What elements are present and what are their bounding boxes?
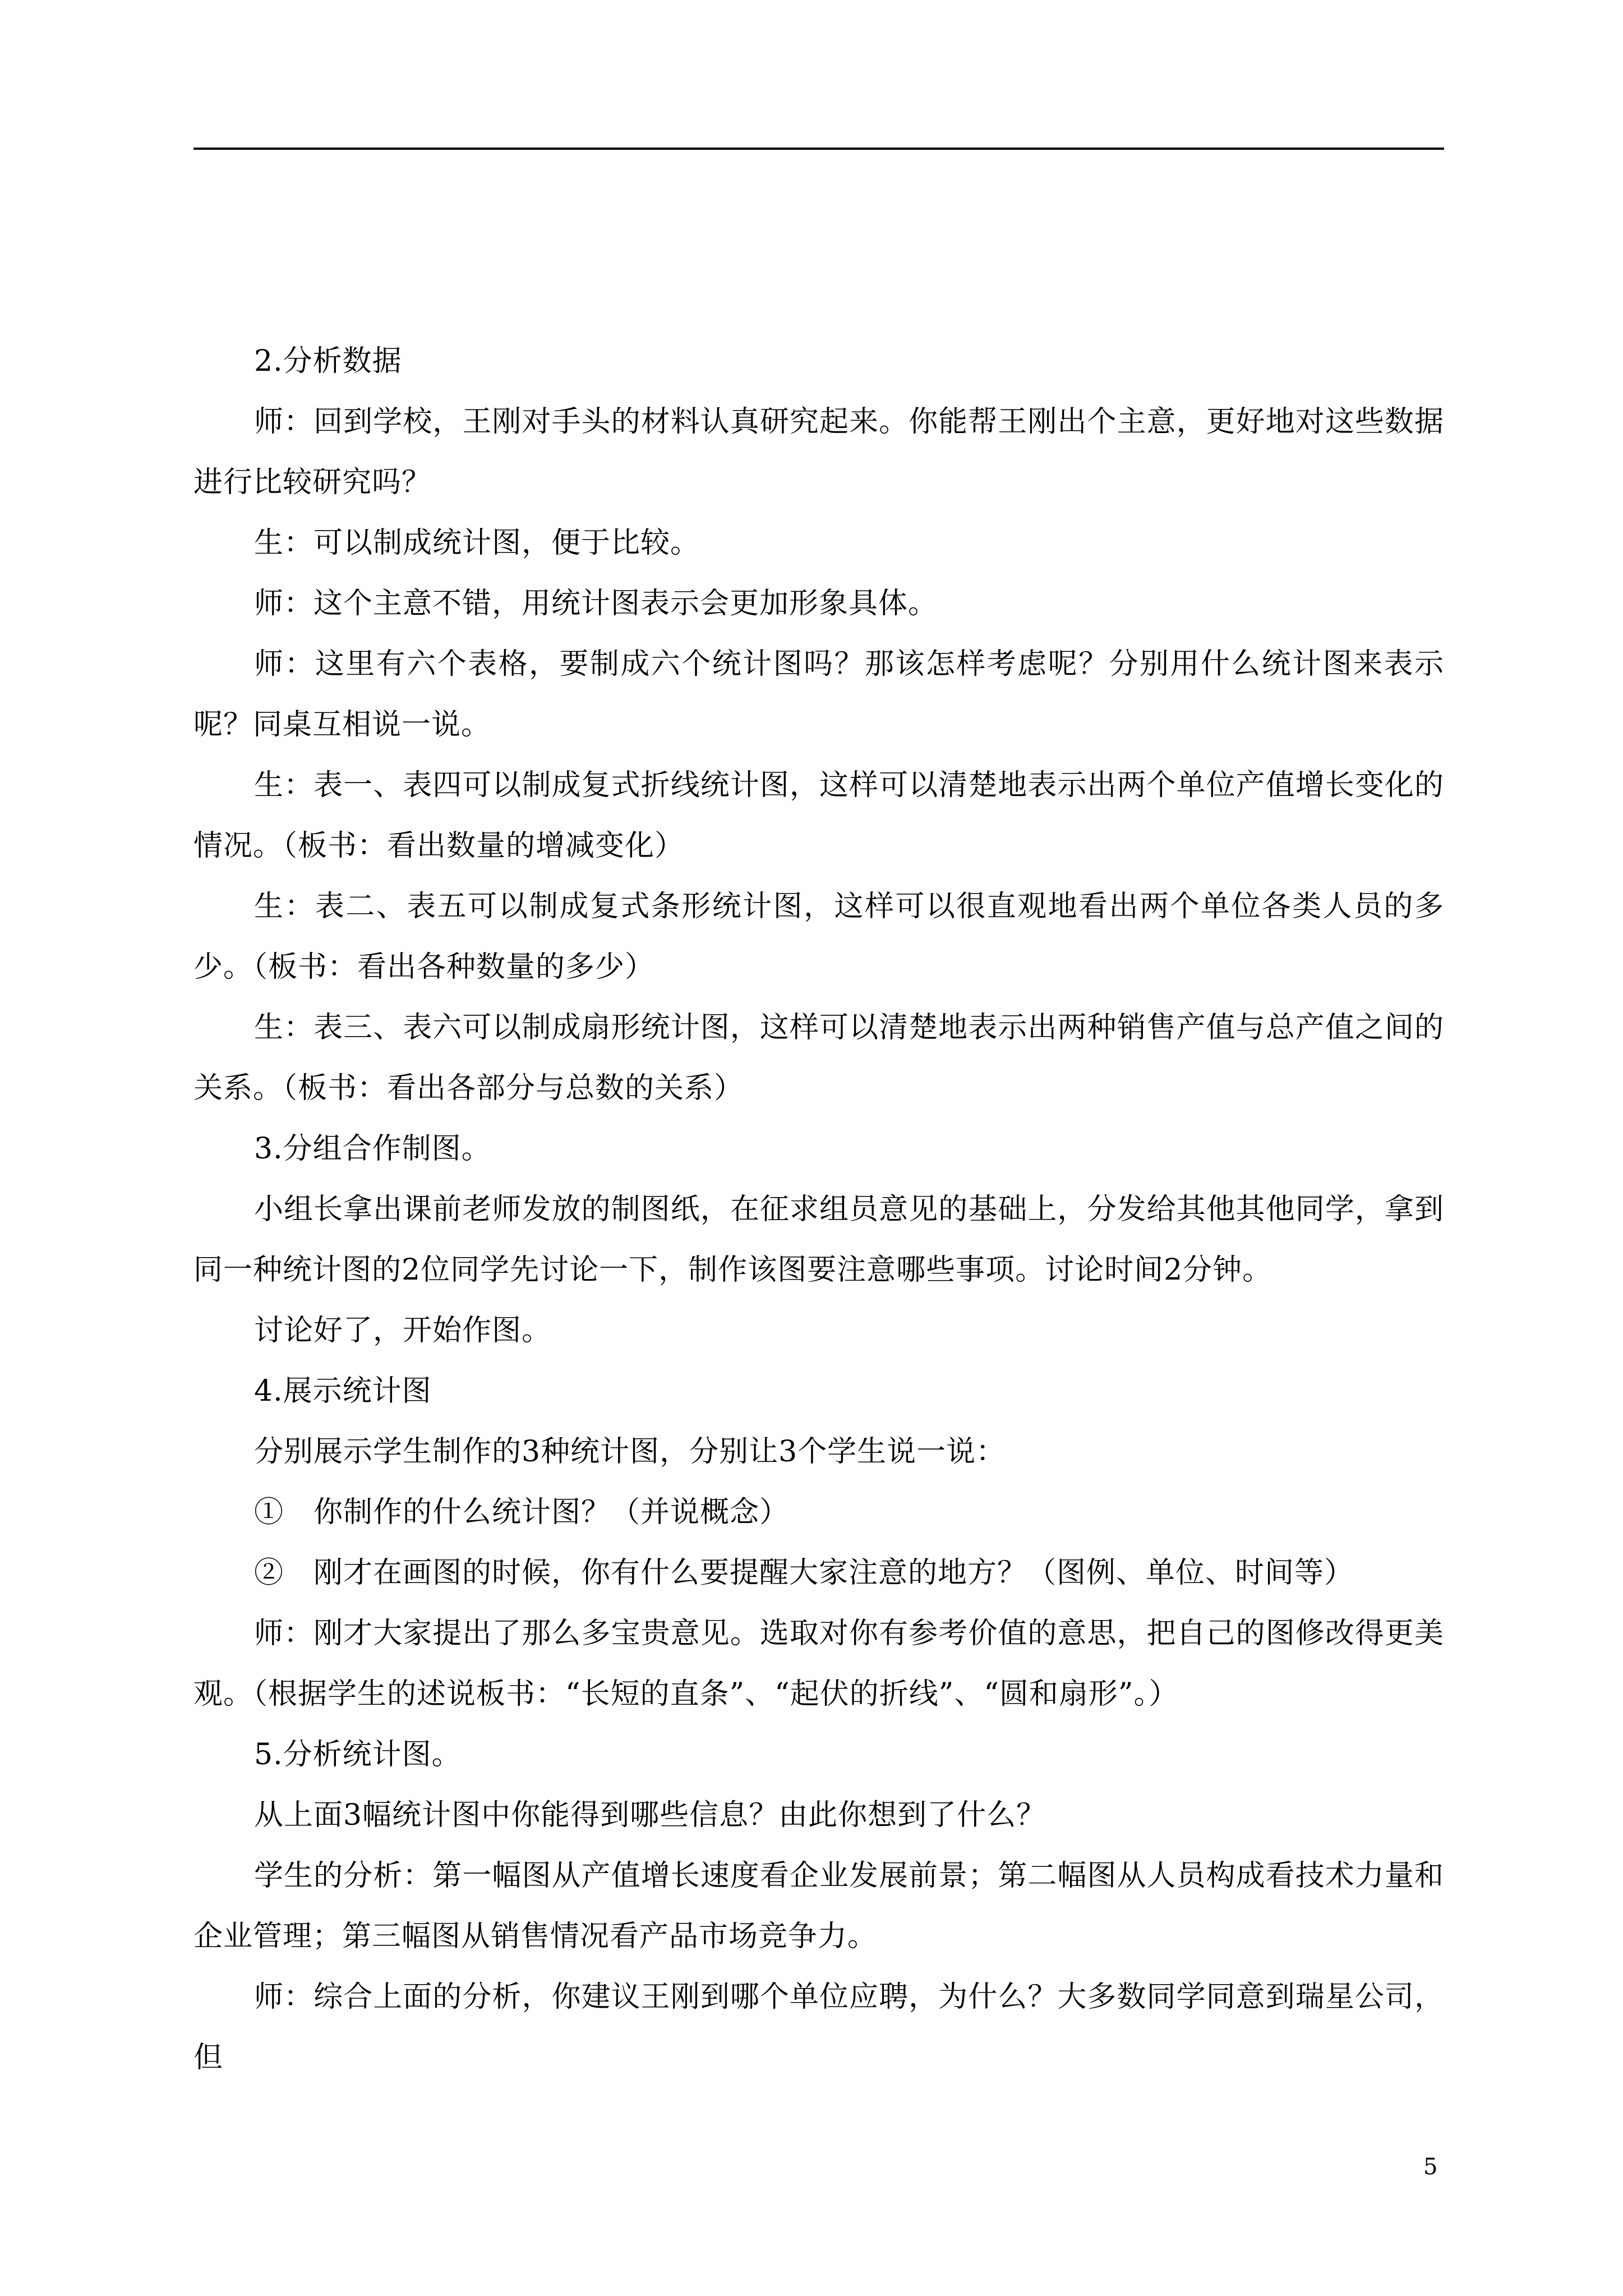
page-number: 5 [1423, 2154, 1438, 2180]
paragraph: 学生的分析：第一幅图从产值增长速度看企业发展前景；第二幅图从人员构成看技术力量和企业管理；第三幅图从销售情况看产品市场竞争力。 [193, 1859, 1444, 1953]
list-item: ① 你制作的什么统计图？（并说概念） [254, 1496, 790, 1529]
paragraph: 讨论好了，开始作图。 [254, 1314, 552, 1347]
paragraph: 师：这个主意不错，用统计图表示会更加形象具体。 [254, 587, 938, 620]
paragraph: 小组长拿出课前老师发放的制图纸，在征求组员意见的基础上，分发给其他其他同学，拿到同一种统计图的2位同学先讨论一下，制作该图要注意哪些事项。讨论时间2分钟。 [193, 1193, 1444, 1287]
paragraph: 师：这里有六个表格，要制成六个统计图吗？那该怎样考虑呢？分别用什么统计图来表示呢？同桌互相说一说。 [193, 647, 1444, 742]
document-body [193, 331, 1444, 2088]
paragraph: 师：刚才大家提出了那么多宝贵意见。选取对你有参考价值的意思，把自己的图修改得更美观。（根据学生的述说板书：“长短的直条”、“起伏的折线”、“圆和扇形”。） [193, 1617, 1444, 1711]
paragraph: 从上面3幅统计图中你能得到哪些信息？由此你想到了什么？ [254, 1798, 1046, 1832]
paragraph: 师：综合上面的分析，你建议王刚到哪个单位应聘，为什么？大多数同学同意到瑞星公司，但 [193, 1980, 1444, 2074]
paragraph: 师：回到学校，王刚对手头的材料认真研究起来。你能帮王刚出个主意，更好地对这些数据进行比较研究吗？ [193, 405, 1444, 499]
paragraph: 生：表二、表五可以制成复式条形统计图，这样可以很直观地看出两个单位各类人员的多少。（板书：看出各种数量的多少） [193, 890, 1444, 984]
paragraph: 生：可以制成统计图，便于比较。 [254, 526, 700, 560]
header-rule [193, 148, 1444, 150]
paragraph: 生：表一、表四可以制成复式折线统计图，这样可以清楚地表示出两个单位产值增长变化的情况。（板书：看出数量的增减变化） [193, 769, 1444, 863]
section-heading: 4.展示统计图 [254, 1374, 432, 1408]
section-heading: 2.分析数据 [254, 344, 402, 378]
paragraph: 生：表三、表六可以制成扇形统计图，这样可以清楚地表示出两种销售产值与总产值之间的关系。（板书：看出各部分与总数的关系） [193, 1011, 1444, 1105]
section-heading: 5.分析统计图。 [254, 1738, 462, 1772]
paragraph: 分别展示学生制作的3种统计图，分别让3个学生说一说： [254, 1435, 1006, 1469]
section-heading: 3.分组合作制图。 [254, 1132, 491, 1166]
list-item: ② 刚才在画图的时候，你有什么要提醒大家注意的地方？（图例、单位、时间等） [254, 1556, 1354, 1590]
